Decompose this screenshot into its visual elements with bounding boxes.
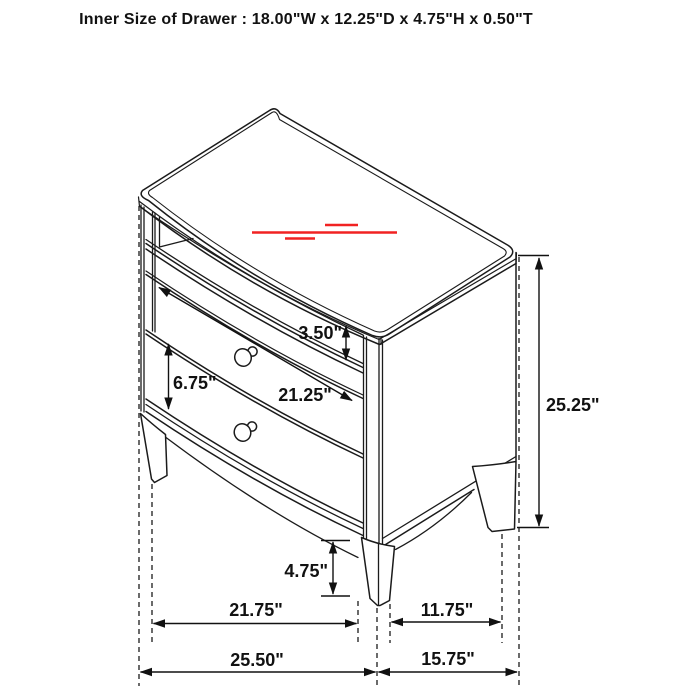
dim-label-drawer-front-width: 21.25" xyxy=(278,385,332,405)
dim-label-front-leg-span: 21.75" xyxy=(229,600,283,620)
right-bottom-edge-b xyxy=(384,490,474,546)
bottom-drawer-knob xyxy=(232,421,257,443)
left-front-leg xyxy=(141,414,168,483)
front-right-post-edges xyxy=(364,336,383,546)
dim-label-leg-height: 4.75" xyxy=(284,561,328,581)
dim-label-shelf-opening-height: 3.50" xyxy=(298,323,342,343)
dim-label-overall-width: 25.50" xyxy=(230,650,284,670)
dim-label-overall-height: 25.25" xyxy=(546,395,600,415)
dimension-labels xyxy=(173,323,600,670)
front-corner-leg xyxy=(362,538,395,606)
front-apron-arc xyxy=(166,438,358,558)
top-outline xyxy=(141,109,513,337)
bottom-drawer-bottom-edge xyxy=(146,399,363,523)
dim-label-side-leg-span: 11.75" xyxy=(420,600,474,620)
page-title: Inner Size of Drawer : 18.00"W x 12.25"D x 4.75"H x 0.50"T xyxy=(79,11,533,28)
dim-label-overall-depth: 15.75" xyxy=(421,649,475,669)
back-right-leg xyxy=(473,462,517,532)
left-side-edges xyxy=(141,205,155,412)
top-drawer-knob xyxy=(232,346,257,368)
right-apron-arc xyxy=(396,493,472,550)
cabinet-line-art xyxy=(139,109,517,606)
dim-label-bottom-drawer-height: 6.75" xyxy=(173,373,217,393)
